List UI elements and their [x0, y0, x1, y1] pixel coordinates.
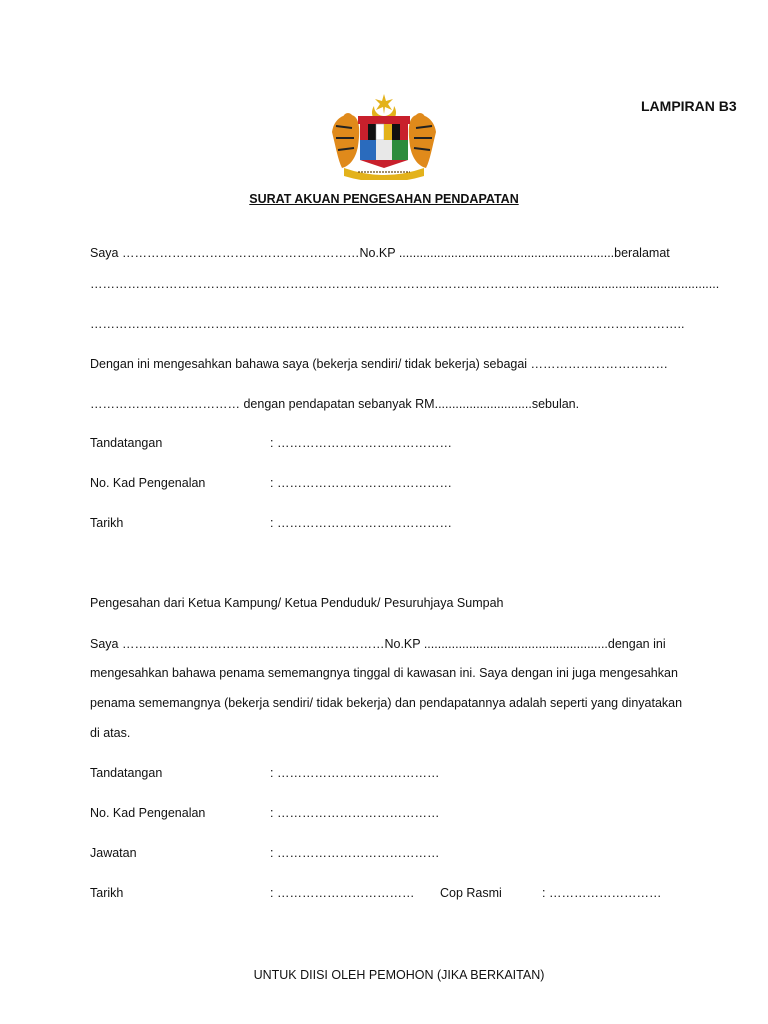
verifier-signature-field: : …………………………………: [270, 766, 440, 780]
verifier-signature-label: Tandatangan: [90, 766, 163, 780]
official-stamp-field: : ………………………: [542, 886, 662, 900]
ic-number-field: : ……………………………………: [270, 476, 452, 490]
income-line: ……………………………… dengan pendapatan sebanyak RM............................sebulan.: [90, 397, 580, 411]
signature-field: : ……………………………………: [270, 436, 452, 450]
applicant-name-line: Saya …………………………………………………No.KP ..............................................................beralamat: [90, 246, 670, 260]
address-line-2: ……………………………………………………………………………………………………………………………..: [90, 317, 685, 331]
date-field: : ……………………………………: [270, 516, 452, 530]
position-field: : …………………………………: [270, 846, 440, 860]
ic-number-label: No. Kad Pengenalan: [90, 476, 206, 490]
verifier-ic-field: : …………………………………: [270, 806, 440, 820]
address-line-1: …………………………………………………………………………………………………................................................: [90, 277, 720, 291]
verifier-ic-label: No. Kad Pengenalan: [90, 806, 206, 820]
position-label: Jawatan: [90, 846, 137, 860]
verification-heading: Pengesahan dari Ketua Kampung/ Ketua Penduduk/ Pesuruhjaya Sumpah: [90, 596, 504, 610]
document-title: SURAT AKUAN PENGESAHAN PENDAPATAN: [249, 192, 519, 206]
footer-note: UNTUK DIISI OLEH PEMOHON (JIKA BERKAITAN): [253, 968, 545, 982]
verification-text-line-1: mengesahkan bahawa penama sememangnya tinggal di kawasan ini. Saya dengan ini juga mengesahkan: [90, 666, 678, 680]
verifier-date-label: Tarikh: [90, 886, 124, 900]
verifier-date-field: : ……………………………: [270, 886, 415, 900]
official-stamp-label: Cop Rasmi: [440, 886, 502, 900]
declaration-line: Dengan ini mengesahkan bahawa saya (bekerja sendiri/ tidak bekerja) sebagai ……………………………: [90, 357, 669, 371]
verification-text-line-3: di atas.: [90, 726, 131, 740]
signature-label: Tandatangan: [90, 436, 163, 450]
verification-text-line-2: penama sememangnya (bekerja sendiri/ tidak bekerja) dan pendapatannya adalah seperti yang dinyatakan: [90, 696, 683, 710]
verifier-name-line: Saya ………………………………………………………No.KP .....................................................dengan ini: [90, 637, 666, 651]
malaysia-coat-of-arms-icon: [328, 92, 440, 180]
date-label: Tarikh: [90, 516, 124, 530]
lampiran-label: LAMPIRAN B3: [641, 98, 737, 114]
